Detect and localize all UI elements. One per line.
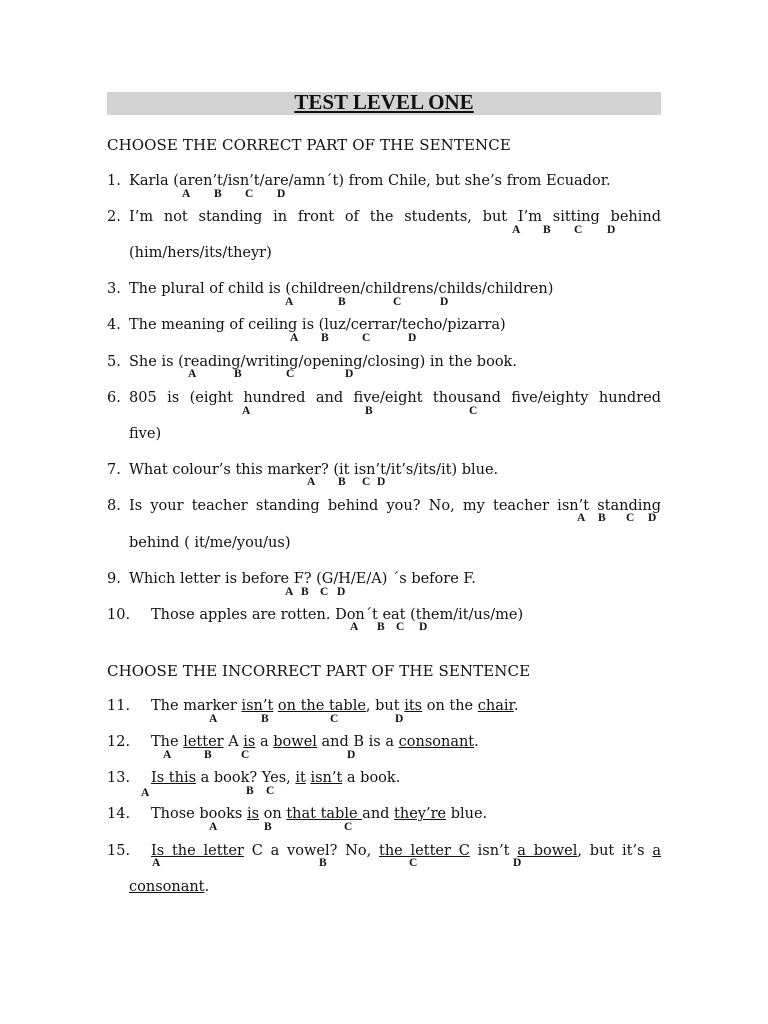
- text-segment: and: [362, 806, 395, 822]
- option-label-a: A: [350, 621, 359, 633]
- option-label-d: D: [395, 713, 404, 725]
- question-number: 15.: [107, 843, 131, 859]
- option-label-c: C: [626, 512, 635, 524]
- option-label-b: B: [338, 296, 346, 308]
- option-label-d: D: [440, 296, 449, 308]
- option-label-a: A: [163, 749, 172, 761]
- option-label-a: A: [141, 787, 150, 799]
- underlined-part-b: it: [295, 770, 306, 786]
- option-label-a: A: [182, 188, 191, 200]
- question-text-cont: behind ( it/me/you/us): [129, 535, 291, 551]
- option-label-d: D: [337, 586, 346, 598]
- question-text: The meaning of ceiling is (luz/cerrar/techo/pizarra): [129, 317, 506, 333]
- option-label-d: D: [345, 368, 354, 380]
- text-segment: and B is a: [316, 734, 399, 750]
- text-segment: C a vowel? No,: [243, 843, 379, 859]
- option-label-a: A: [290, 332, 299, 344]
- option-label-a: A: [209, 713, 218, 725]
- option-label-a: A: [285, 296, 294, 308]
- underlined-part-d: a: [652, 843, 661, 859]
- underlined-part-c: isn’t: [310, 770, 343, 786]
- underlined-part-a: is: [246, 806, 260, 822]
- question-number: 5.: [107, 354, 121, 370]
- option-label-b: B: [234, 368, 242, 380]
- option-label-b: B: [214, 188, 222, 200]
- section-heading-incorrect: CHOOSE THE INCORRECT PART OF THE SENTENCE: [107, 662, 531, 680]
- option-label-b: B: [365, 405, 373, 417]
- question-text: [151, 806, 487, 822]
- text-segment: .: [513, 698, 519, 714]
- option-label-b: B: [301, 586, 309, 598]
- underlined-part-a: isn’t: [241, 698, 274, 714]
- page-title: TEST LEVEL ONE: [294, 90, 474, 114]
- option-label-d: D: [419, 621, 428, 633]
- question-text: Which letter is before F? (G/H/E/A) ´s before F.: [129, 571, 476, 587]
- underlined-part-d: chair: [477, 698, 514, 714]
- text-segment: , but it’s: [577, 843, 653, 859]
- text-segment: .: [474, 734, 479, 750]
- option-label-a: A: [307, 476, 316, 488]
- option-label-a: A: [152, 857, 161, 869]
- option-label-c: C: [344, 821, 353, 833]
- question-number: 4.: [107, 317, 121, 333]
- option-label-b: B: [319, 857, 327, 869]
- text-segment: on: [259, 806, 287, 822]
- option-label-b: B: [264, 821, 272, 833]
- question-number: 11.: [107, 698, 131, 714]
- question-number: 2.: [107, 209, 121, 225]
- option-label-d: D: [408, 332, 417, 344]
- question-text: The plural of child is (childreen/childrens/childs/children): [129, 281, 554, 297]
- option-label-b: B: [598, 512, 606, 524]
- option-label-c: C: [320, 586, 329, 598]
- underlined-part-b: on the table: [277, 698, 366, 714]
- underlined-part-b: that table: [286, 806, 363, 822]
- option-label-c: C: [286, 368, 295, 380]
- option-label-a: A: [285, 586, 294, 598]
- option-label-a: A: [188, 368, 197, 380]
- question-text: [151, 843, 661, 859]
- underlined-part-c: bowel: [273, 734, 317, 750]
- option-label-a: A: [512, 224, 521, 236]
- option-label-d: D: [377, 476, 386, 488]
- underlined-part-c: a bowel: [517, 843, 578, 859]
- text-segment: a book? Yes,: [196, 770, 296, 786]
- option-label-b: B: [204, 749, 212, 761]
- section-heading-correct: CHOOSE THE CORRECT PART OF THE SENTENCE: [107, 136, 511, 154]
- question-text-cont: five): [129, 426, 162, 442]
- question-number: 8.: [107, 498, 121, 514]
- question-text: [151, 770, 400, 786]
- option-label-d: D: [347, 749, 356, 761]
- underlined-part-a: letter: [183, 734, 224, 750]
- question-number: 12.: [107, 734, 131, 750]
- option-label-c: C: [330, 713, 339, 725]
- text-segment: blue.: [446, 806, 488, 822]
- text-segment: The marker: [151, 698, 242, 714]
- option-label-c: C: [393, 296, 402, 308]
- option-label-b: B: [543, 224, 551, 236]
- question-text: I’m not standing in front of the students, but I’m sitting behind: [129, 209, 661, 225]
- option-label-c: C: [469, 405, 478, 417]
- question-text: Is your teacher standing behind you? No, my teacher isn’t standing: [129, 498, 661, 514]
- option-label-b: B: [246, 785, 254, 797]
- option-label-a: A: [577, 512, 586, 524]
- question-text: Karla (aren’t/isn’t/are/amn´t) from Chile, but she’s from Ecuador.: [129, 173, 611, 189]
- option-label-c: C: [574, 224, 583, 236]
- text-segment: .: [204, 879, 210, 895]
- underlined-part-a: Is this: [151, 770, 197, 786]
- option-label-b: B: [377, 621, 385, 633]
- text-segment: Those books: [151, 806, 247, 822]
- option-label-d: D: [513, 857, 522, 869]
- question-text-cont: (him/hers/its/theyr): [129, 245, 272, 261]
- underlined-part-a: Is the letter: [151, 843, 244, 859]
- option-label-a: A: [242, 405, 251, 417]
- underlined-part-c: its: [404, 698, 423, 714]
- question-number: 6.: [107, 390, 121, 406]
- question-number: 1.: [107, 173, 121, 189]
- option-label-c: C: [396, 621, 405, 633]
- question-text: What colour’s this marker? (it isn’t/it’s/its/it) blue.: [129, 462, 499, 478]
- question-number: 9.: [107, 571, 121, 587]
- text-segment: a: [255, 734, 274, 750]
- question-text-cont: [129, 879, 209, 895]
- option-label-a: A: [209, 821, 218, 833]
- option-label-d: D: [277, 188, 286, 200]
- text-segment: , but: [365, 698, 405, 714]
- option-label-b: B: [338, 476, 346, 488]
- option-label-c: C: [245, 188, 254, 200]
- question-number: 13.: [107, 770, 131, 786]
- option-label-c: C: [362, 332, 371, 344]
- question-number: 10.: [107, 607, 131, 623]
- underlined-part-b: is: [243, 734, 256, 750]
- question-number: 3.: [107, 281, 121, 297]
- text-segment: a book.: [342, 770, 401, 786]
- question-text: She is (reading/writing/opening/closing) in the book.: [129, 354, 517, 370]
- question-text: Those apples are rotten. Don´t eat (them/it/us/me): [151, 607, 524, 623]
- option-label-c: C: [266, 785, 275, 797]
- question-text: 805 is (eight hundred and five/eight thousand five/eighty hundred: [129, 390, 661, 406]
- option-label-c: C: [241, 749, 250, 761]
- option-label-b: B: [321, 332, 329, 344]
- question-text: [151, 734, 479, 750]
- question-number: 7.: [107, 462, 121, 478]
- question-text: [151, 698, 518, 714]
- option-label-c: C: [409, 857, 418, 869]
- underlined-part-d-cont: consonant: [129, 879, 205, 895]
- underlined-part-d: consonant: [398, 734, 475, 750]
- text-segment: A: [223, 734, 244, 750]
- option-label-d: D: [648, 512, 657, 524]
- option-label-d: D: [607, 224, 616, 236]
- question-number: 14.: [107, 806, 131, 822]
- underlined-part-b: the letter C: [379, 843, 470, 859]
- text-segment: on the: [422, 698, 478, 714]
- text-segment: The: [151, 734, 184, 750]
- underlined-part-c: they’re: [394, 806, 447, 822]
- text-segment: isn’t: [469, 843, 518, 859]
- option-label-c: C: [362, 476, 371, 488]
- option-label-b: B: [261, 713, 269, 725]
